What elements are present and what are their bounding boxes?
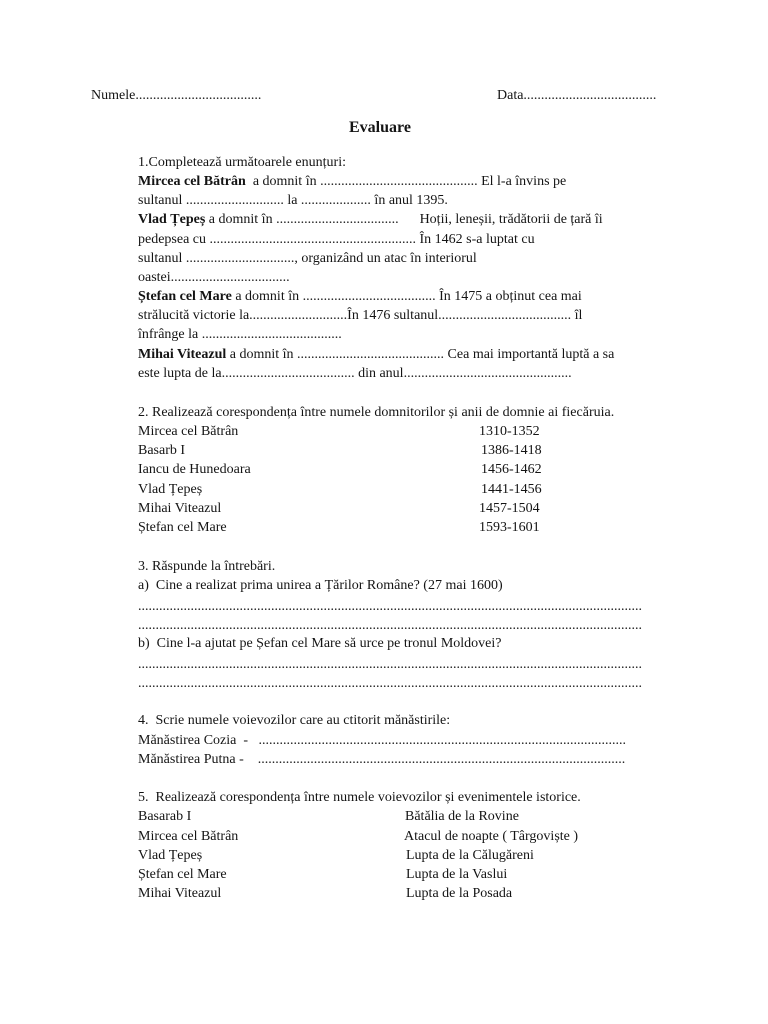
voivode-name: Mihai Viteazul bbox=[138, 886, 222, 901]
voivode-name: Basarab I bbox=[138, 809, 192, 824]
vlad-line-3: sultanul ..............................., organizând un atac în interiorul bbox=[138, 251, 477, 266]
mircea-name: Mircea cel Bătrân bbox=[138, 174, 246, 189]
voivode-name: Ștefan cel Mare bbox=[138, 867, 227, 882]
section4-heading: 4. Scrie numele voievozilor care au ctitorit mănăstirile: bbox=[138, 713, 451, 728]
historical-event: Atacul de noapte ( Târgoviște ) bbox=[404, 829, 579, 844]
answer-line: ................................................................................................................................................ bbox=[138, 618, 642, 633]
voivode-name: Mircea cel Bătrân bbox=[138, 829, 239, 844]
question-b: b) Cine l-a ajutat pe Șefan cel Mare să urce pe tronul Moldovei? bbox=[138, 636, 502, 651]
stefan-text-1: a domnit în ...................................... În 1475 a obținut cea mai bbox=[231, 289, 582, 304]
section5-heading: 5. Realizează corespondența între numele voievozilor și evenimentele istorice. bbox=[138, 790, 581, 805]
ruler-name: Vlad Țepeș bbox=[138, 482, 203, 497]
ruler-name: Basarb I bbox=[138, 443, 186, 458]
mircea-line-2: sultanul ............................ la .................... în anul 1395. bbox=[138, 193, 448, 208]
mihai-name: Mihai Viteazul bbox=[138, 347, 227, 362]
page-title: Evaluare bbox=[349, 119, 411, 136]
answer-line: ................................................................................................................................................ bbox=[138, 657, 642, 672]
section2-heading: 2. Realizează corespondența între numele domnitorilor și anii de domnie ai fiecăruia. bbox=[138, 405, 615, 420]
reign-years: 1441-1456 bbox=[481, 482, 542, 497]
ruler-name: Mihai Viteazul bbox=[138, 501, 222, 516]
reign-years: 1310-1352 bbox=[479, 424, 540, 439]
stefan-line-1 bbox=[138, 287, 582, 306]
mihai-line-2: este lupta de la...................................... din anul................................................ bbox=[138, 366, 572, 381]
ruler-name: Mircea cel Bătrân bbox=[138, 424, 239, 439]
mihai-line-1 bbox=[138, 345, 614, 364]
reign-years: 1457-1504 bbox=[479, 501, 540, 516]
section1-heading: 1.Completează următoarele enunțuri: bbox=[138, 155, 346, 170]
voivode-name: Vlad Țepeș bbox=[138, 848, 203, 863]
stefan-line-3: înfrânge la ........................................ bbox=[138, 327, 342, 342]
ruler-name: Ștefan cel Mare bbox=[138, 520, 227, 535]
name-field: Numele.................................... bbox=[91, 88, 262, 103]
reign-years: 1386-1418 bbox=[481, 443, 542, 458]
mircea-line-1 bbox=[138, 172, 566, 191]
question-a: a) Cine a realizat prima unirea a Țărilor Române? (27 mai 1600) bbox=[138, 578, 503, 593]
section3-heading: 3. Răspunde la întrebări. bbox=[138, 559, 276, 574]
vlad-line-2: pedepsea cu ........................................................... În 1462 s-a luptat cu bbox=[138, 232, 535, 247]
reign-years: 1593-1601 bbox=[479, 520, 540, 535]
date-field: Data...................................... bbox=[497, 88, 657, 103]
historical-event: Lupta de la Călugăreni bbox=[406, 848, 534, 863]
vlad-text-1: a domnit în ................................... Hoții, leneșii, trădătorii de țară îi bbox=[205, 212, 603, 227]
vlad-line-4: oastei.................................. bbox=[138, 270, 290, 285]
historical-event: Bătălia de la Rovine bbox=[405, 809, 519, 824]
mircea-text-1: a domnit în ............................................. El l-a învins pe bbox=[245, 174, 567, 189]
historical-event: Lupta de la Vaslui bbox=[406, 867, 508, 882]
stefan-line-2: strălucită victorie la............................În 1476 sultanul...................................... îl bbox=[138, 308, 583, 323]
answer-line: ................................................................................................................................................ bbox=[138, 599, 642, 614]
vlad-line-1 bbox=[138, 210, 603, 229]
reign-years: 1456-1462 bbox=[481, 462, 542, 477]
ruler-name: Iancu de Hunedoara bbox=[138, 462, 251, 477]
vlad-name: Vlad Țepeș bbox=[138, 212, 206, 227]
mihai-text-1: a domnit în .......................................... Cea mai importantă luptă a sa bbox=[226, 347, 615, 362]
answer-line: ................................................................................................................................................ bbox=[138, 676, 642, 691]
stefan-name: Ștefan cel Mare bbox=[138, 289, 232, 304]
monastery-cozia: Mănăstirea Cozia - ......................................................................................................... bbox=[138, 733, 627, 748]
monastery-putna: Mănăstirea Putna - ......................................................................................................... bbox=[138, 752, 626, 767]
historical-event: Lupta de la Posada bbox=[406, 886, 513, 901]
